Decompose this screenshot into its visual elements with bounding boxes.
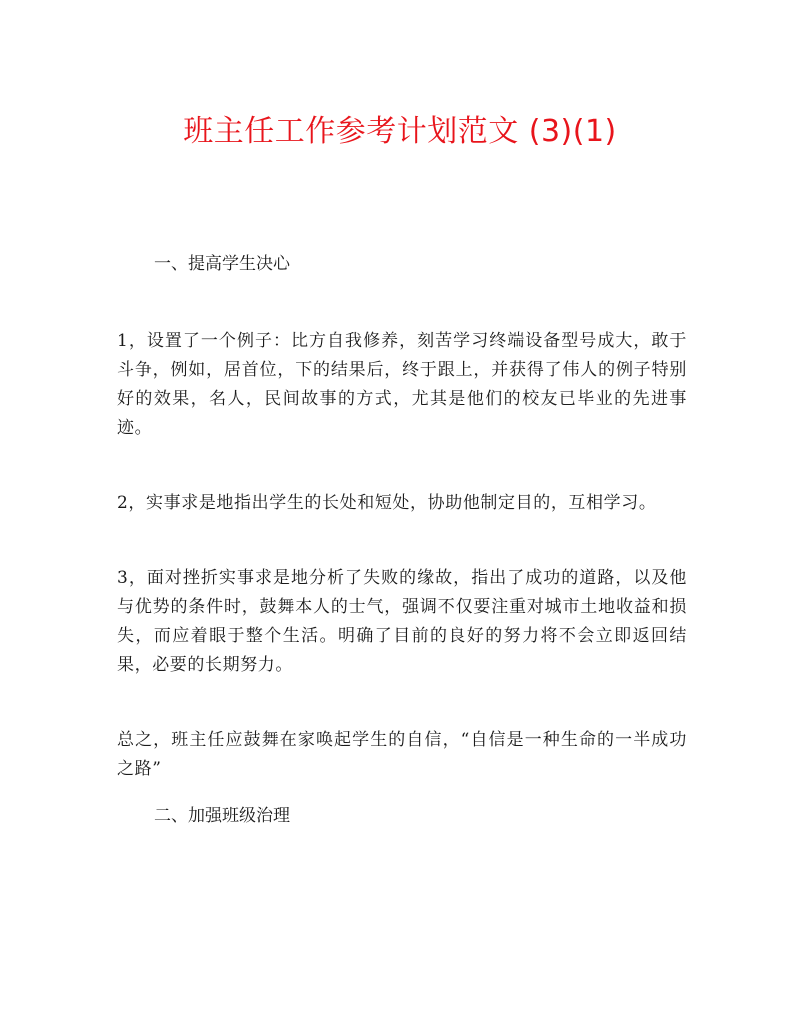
paragraph-3: 3，面对挫折实事求是地分析了失败的缘故，指出了成功的道路，以及他与优势的条件时，鼓舞本人的士气，强调不仅要注重对城市土地收益和损失，而应着眼于整个生活。明确了目前的良好的努力将不会立即返回结果，必要的长期努力。 bbox=[117, 568, 687, 675]
paragraph-2: 2，实事求是地指出学生的长处和短处，协助他制定目的，互相学习。 bbox=[117, 493, 657, 513]
paragraph-4: 总之，班主任应鼓舞在家唤起学生的自信，“自信是一种生命的一半成功之路” bbox=[117, 730, 687, 779]
spacer bbox=[117, 518, 687, 564]
spacer bbox=[117, 279, 687, 327]
paragraph-1: 1，设置了一个例子：比方自我修养，刻苦学习终端设备型号成大，敢于斗争，例如，居首位，下的结果后，终于跟上，并获得了伟人的例子特别好的效果，名人，民间故事的方式，尤其是他们的校友已毕业的先进事迹。 bbox=[117, 331, 687, 438]
spacer bbox=[117, 680, 687, 726]
document-title: 班主任工作参考计划范文 (3)(1) bbox=[183, 114, 617, 149]
section-heading-1: 一、提高学生决心 bbox=[154, 254, 290, 274]
section-heading-2: 二、加强班级治理 bbox=[154, 806, 290, 826]
spacer bbox=[117, 784, 687, 802]
spacer bbox=[117, 443, 687, 489]
document-body bbox=[117, 250, 687, 831]
